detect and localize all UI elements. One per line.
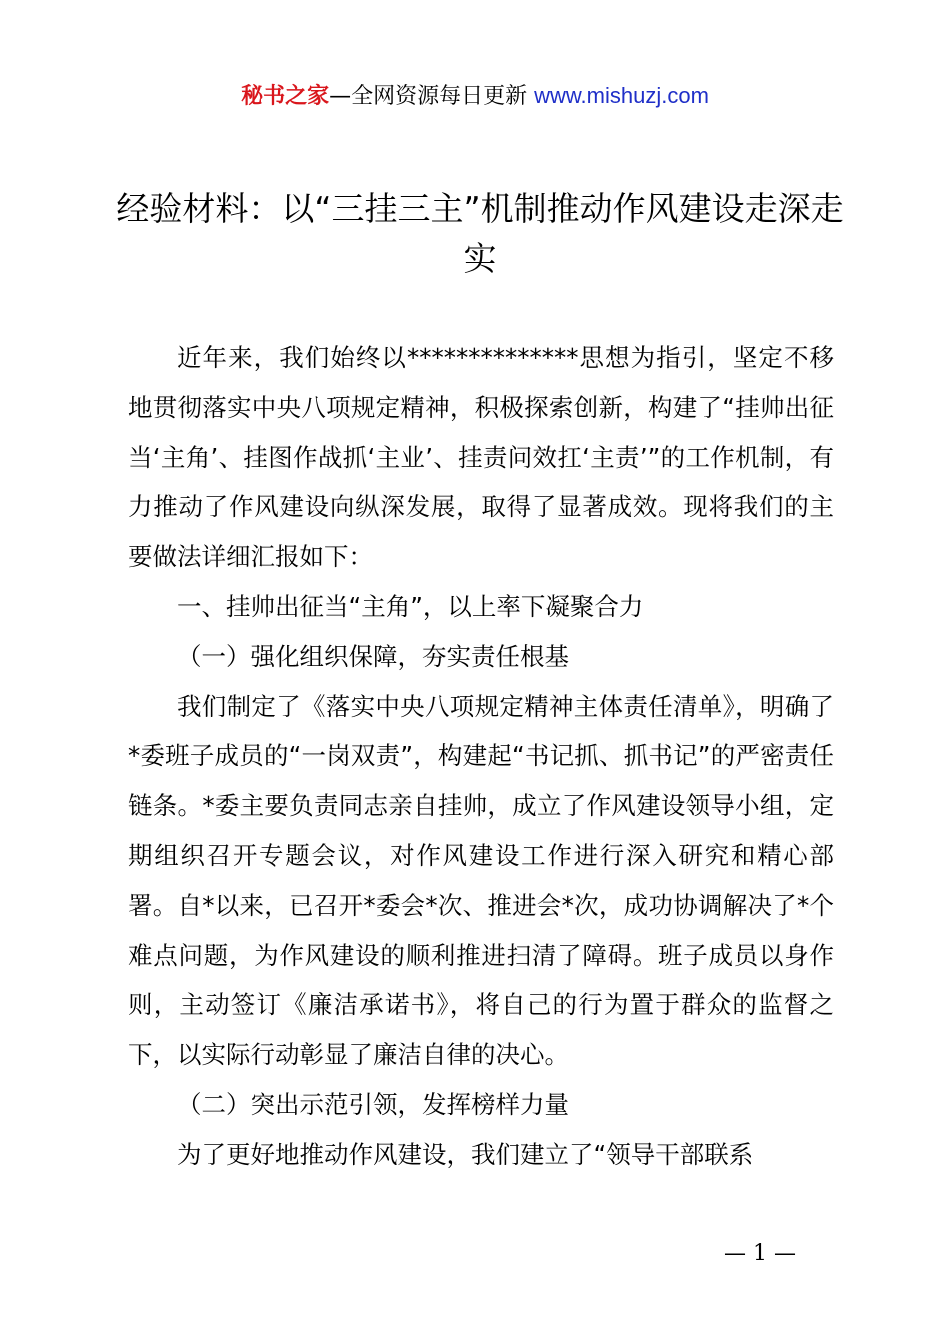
body-paragraph: 我们制定了《落实中央八项规定精神主体责任清单》，明确了*委班子成员的“一岗双责”，构建起“书记抓、抓书记”的严密责任链条。*委主要负责同志亲自挂帅，成立了作风建设领导小组，定期组织召开专题会议，对作风建设工作进行深入研究和精心部署。自*以来，已召开*委会*次、推进会*次，成功协调解决了*个难点问题，为作风建设的顺利推进扫清了障碍。班子成员以身作则，主动签订《廉洁承诺书》，将自己的行为置于群众的监督之下，以实际行动彰显了廉洁自律的决心。: [128, 691, 834, 1070]
section-heading-1: 一、挂帅出征当“主角”，以上率下凝聚合力: [177, 591, 644, 621]
body-paragraph: 为了更好地推动作风建设，我们建立了“领导干部联系: [177, 1139, 754, 1169]
subsection-heading-2: （二）突出示范引领，发挥榜样力量: [177, 1089, 569, 1119]
page-number: — 1 —: [724, 1241, 796, 1266]
site-url-link[interactable]: www.mishuzj.com: [534, 83, 709, 108]
intro-paragraph: 近年来，我们始终以**************思想为指引，坚定不移地贯彻落实中央八项规定精神，积极探索创新，构建了“挂帅出征当‘主角’、挂图作战抓‘主业’、挂责问效扛‘主责’”的工作机制，有力推动了作风建设向纵深发展，取得了显著成效。现将我们的主要做法详细汇报如下：: [128, 343, 834, 572]
document-title: 经验材料：以“三挂三主”机制推动作风建设走深走实: [116, 189, 844, 278]
subsection-heading-1: （一）强化组织保障，夯实责任根基: [177, 641, 569, 671]
site-name: 秘书之家: [241, 84, 330, 109]
site-banner: [0, 80, 950, 113]
site-tagline: —全网资源每日更新: [329, 84, 528, 109]
document-body: [128, 333, 834, 1180]
